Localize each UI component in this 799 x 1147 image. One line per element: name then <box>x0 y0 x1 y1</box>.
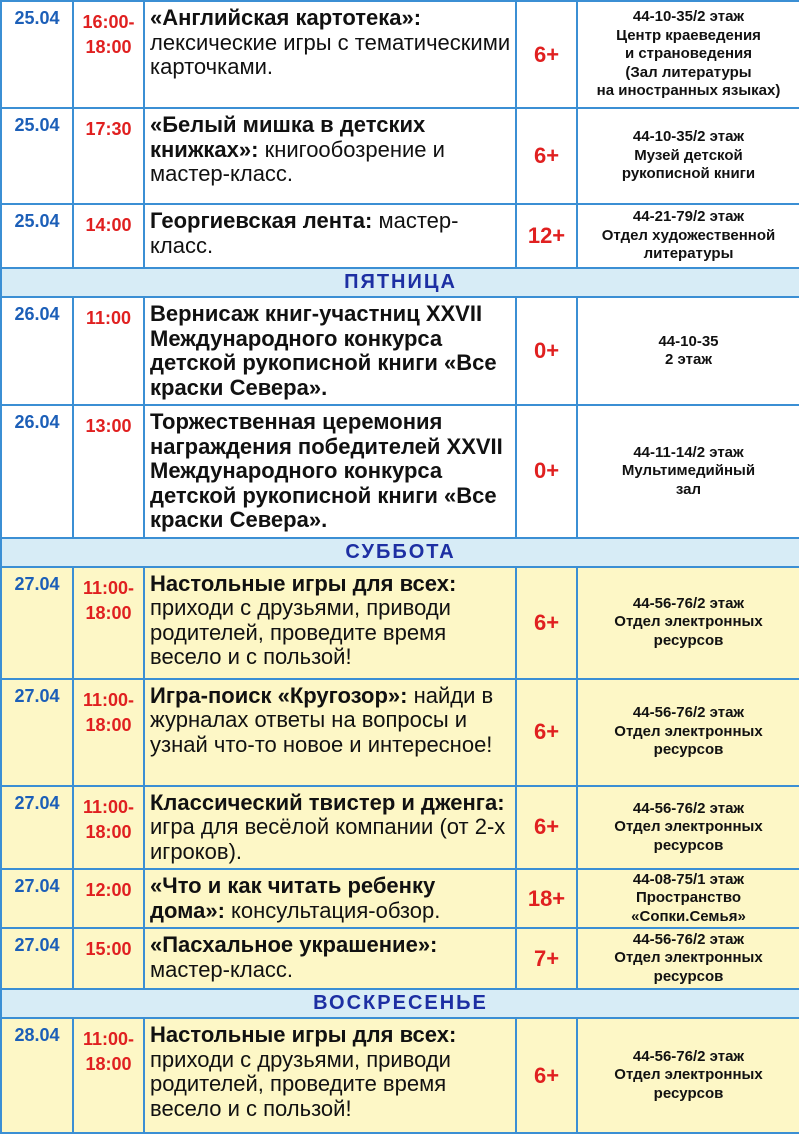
age-rating: 12+ <box>516 204 577 268</box>
event-row <box>1 108 799 204</box>
location-line: 44-56-76/2 этаж <box>632 704 745 722</box>
location-line: Отдел электронных <box>614 818 763 835</box>
event-time-end: 18:00 <box>85 602 132 623</box>
event-time-start: 17:30 <box>85 119 132 139</box>
location-line: 44-56-76/2 этаж <box>632 594 745 612</box>
event-row <box>1 567 799 679</box>
event-time <box>73 204 144 268</box>
event-time <box>73 679 144 786</box>
event-description <box>144 1 516 108</box>
location-line: ресурсов <box>653 836 724 854</box>
age-rating: 6+ <box>516 786 577 870</box>
event-title: «Английская картотека»: <box>150 5 422 30</box>
event-description <box>144 405 516 538</box>
event-row <box>1 928 799 989</box>
event-location <box>577 204 799 268</box>
location-line: ресурсов <box>653 1084 724 1102</box>
event-time-start: 12:00 <box>85 880 132 900</box>
event-time-start: 16:00- <box>82 12 135 32</box>
location-line: ресурсов <box>653 967 724 985</box>
event-location <box>577 405 799 538</box>
event-title: Классический твистер и дженга: <box>150 789 505 815</box>
event-title: Георгиевская лента: <box>150 208 373 233</box>
event-time-start: 11:00- <box>82 1029 135 1049</box>
location-line: Отдел электронных <box>614 613 763 631</box>
event-time-end: 18:00 <box>85 1054 132 1074</box>
event-location <box>577 869 799 928</box>
event-title: Настольные игры для всех: <box>150 570 457 596</box>
event-row <box>1 786 799 870</box>
location-line: Пространство <box>635 889 742 907</box>
age-rating: 6+ <box>516 1018 577 1133</box>
location-line: ресурсов <box>653 741 724 759</box>
age-rating: 0+ <box>516 297 577 405</box>
schedule-body <box>1 1 799 1133</box>
event-time-start: 11:00- <box>82 689 135 710</box>
event-date: 26.04 <box>1 297 73 405</box>
event-row <box>1 405 799 538</box>
event-time <box>73 869 144 928</box>
day-header-row <box>1 538 799 567</box>
event-date: 26.04 <box>1 405 73 538</box>
location-line: рукописной книги <box>621 165 756 183</box>
location-line: (Зал литературы <box>625 63 752 81</box>
location-line: Отдел электронных <box>614 1066 763 1084</box>
day-header-row <box>1 989 799 1018</box>
event-title: «Что и как читать ребенку дома»: <box>150 873 436 923</box>
location-line: на иностранных языках) <box>596 82 781 100</box>
event-description <box>144 567 516 679</box>
event-details: книгообозрение и мастер-класс. <box>150 136 445 186</box>
event-row <box>1 869 799 928</box>
event-details: игра для весёлой компании (от 2-х игроков). <box>150 814 506 864</box>
event-title: «Пасхальное украшение»: <box>150 932 438 957</box>
event-date: 27.04 <box>1 869 73 928</box>
event-time <box>73 1018 144 1133</box>
location-line: ресурсов <box>653 631 724 649</box>
event-time-end: 18:00 <box>85 714 132 735</box>
event-location <box>577 786 799 870</box>
day-header: ВОСКРЕСЕНЬЕ <box>1 989 799 1018</box>
event-title: Вернисаж книг-участниц XXVII Международного конкурса детской рукописной книги «Все краски Севера». <box>150 301 497 400</box>
event-description <box>144 786 516 870</box>
age-rating: 6+ <box>516 1 577 108</box>
age-rating: 0+ <box>516 405 577 538</box>
age-rating: 7+ <box>516 928 577 989</box>
event-location <box>577 679 799 786</box>
location-line: 44-08-75/1 этаж <box>632 870 745 888</box>
event-description <box>144 1018 516 1133</box>
event-details: консультация-обзор. <box>231 897 441 923</box>
event-date: 28.04 <box>1 1018 73 1133</box>
event-time-start: 15:00 <box>85 939 132 959</box>
event-date: 27.04 <box>1 786 73 870</box>
event-time-end: 18:00 <box>85 821 132 842</box>
event-time <box>73 786 144 870</box>
location-line: 44-10-35/2 этаж <box>632 128 745 146</box>
event-details: мастер-класс. <box>150 208 459 258</box>
location-line: 44-56-76/2 этаж <box>632 930 745 948</box>
event-time <box>73 1 144 108</box>
event-details: мастер-класс. <box>150 956 294 982</box>
event-description <box>144 204 516 268</box>
day-header: СУББОТА <box>1 538 799 567</box>
age-rating: 18+ <box>516 869 577 928</box>
event-title: «Белый мишка в детских книжках»: <box>150 112 426 162</box>
event-title: Настольные игры для всех: <box>150 1022 457 1047</box>
event-time-start: 14:00 <box>85 215 132 235</box>
event-description <box>144 928 516 989</box>
event-time <box>73 108 144 204</box>
event-location <box>577 567 799 679</box>
event-time <box>73 297 144 405</box>
event-time-start: 11:00- <box>82 796 135 817</box>
location-line: Отдел электронных <box>614 949 763 967</box>
location-line: 44-21-79/2 этаж <box>632 208 745 226</box>
event-row <box>1 679 799 786</box>
location-line: «Сопки.Семья» <box>631 907 746 925</box>
event-date: 27.04 <box>1 928 73 989</box>
event-time-start: 13:00 <box>85 416 132 436</box>
event-row <box>1 1018 799 1133</box>
event-row <box>1 297 799 405</box>
age-rating: 6+ <box>516 108 577 204</box>
event-row <box>1 1 799 108</box>
event-location <box>577 297 799 405</box>
event-title: Игра-поиск «Кругозор»: <box>150 682 408 708</box>
event-title: Торжественная церемония награждения победителей XXVII Международного конкурса детской рукописной книги «Все краски Севера». <box>150 409 503 532</box>
day-header: ПЯТНИЦА <box>1 268 799 297</box>
event-details: приходи с друзьями, приводи родителей, проведите время весело и с пользой! <box>150 1046 451 1121</box>
event-time <box>73 928 144 989</box>
location-line: зал <box>675 480 702 498</box>
location-line: Центр краеведения <box>616 26 761 44</box>
location-line: 44-11-14/2 этаж <box>633 443 744 461</box>
age-rating: 6+ <box>516 679 577 786</box>
event-time-start: 11:00 <box>85 308 132 328</box>
location-line: Музей детской <box>634 146 743 164</box>
event-date: 25.04 <box>1 108 73 204</box>
location-line: литературы <box>643 245 734 263</box>
event-details: приходи с друзьями, приводи родителей, проведите время весело и с пользой! <box>150 595 451 669</box>
location-line: Отдел электронных <box>614 722 763 740</box>
event-location <box>577 1 799 108</box>
event-time <box>73 405 144 538</box>
event-time-end: 18:00 <box>85 37 132 57</box>
event-description <box>144 869 516 928</box>
event-description <box>144 297 516 405</box>
location-line: 44-10-35/2 этаж <box>632 8 745 26</box>
location-line: 44-10-35 <box>658 332 719 350</box>
event-date: 27.04 <box>1 567 73 679</box>
event-date: 25.04 <box>1 1 73 108</box>
event-details: лексические игры с тематическими карточками. <box>150 29 511 79</box>
event-description <box>144 108 516 204</box>
location-line: Отдел художественной <box>601 226 776 244</box>
event-time-start: 11:00- <box>82 577 135 598</box>
location-line: и страноведения <box>624 45 753 63</box>
event-location <box>577 928 799 989</box>
event-location <box>577 1018 799 1133</box>
location-line: Мультимедийный <box>621 462 756 479</box>
event-details: найди в журналах ответы на вопросы и узнай что-то новое и интересное! <box>150 682 494 757</box>
event-description <box>144 679 516 786</box>
event-time <box>73 567 144 679</box>
event-date: 27.04 <box>1 679 73 786</box>
location-line: 2 этаж <box>665 351 712 368</box>
event-location <box>577 108 799 204</box>
day-header-row <box>1 268 799 297</box>
event-row <box>1 204 799 268</box>
location-line: 44-56-76/2 этаж <box>632 1047 745 1065</box>
event-date: 25.04 <box>1 204 73 268</box>
age-rating: 6+ <box>516 567 577 679</box>
location-line: 44-56-76/2 этаж <box>632 799 745 817</box>
